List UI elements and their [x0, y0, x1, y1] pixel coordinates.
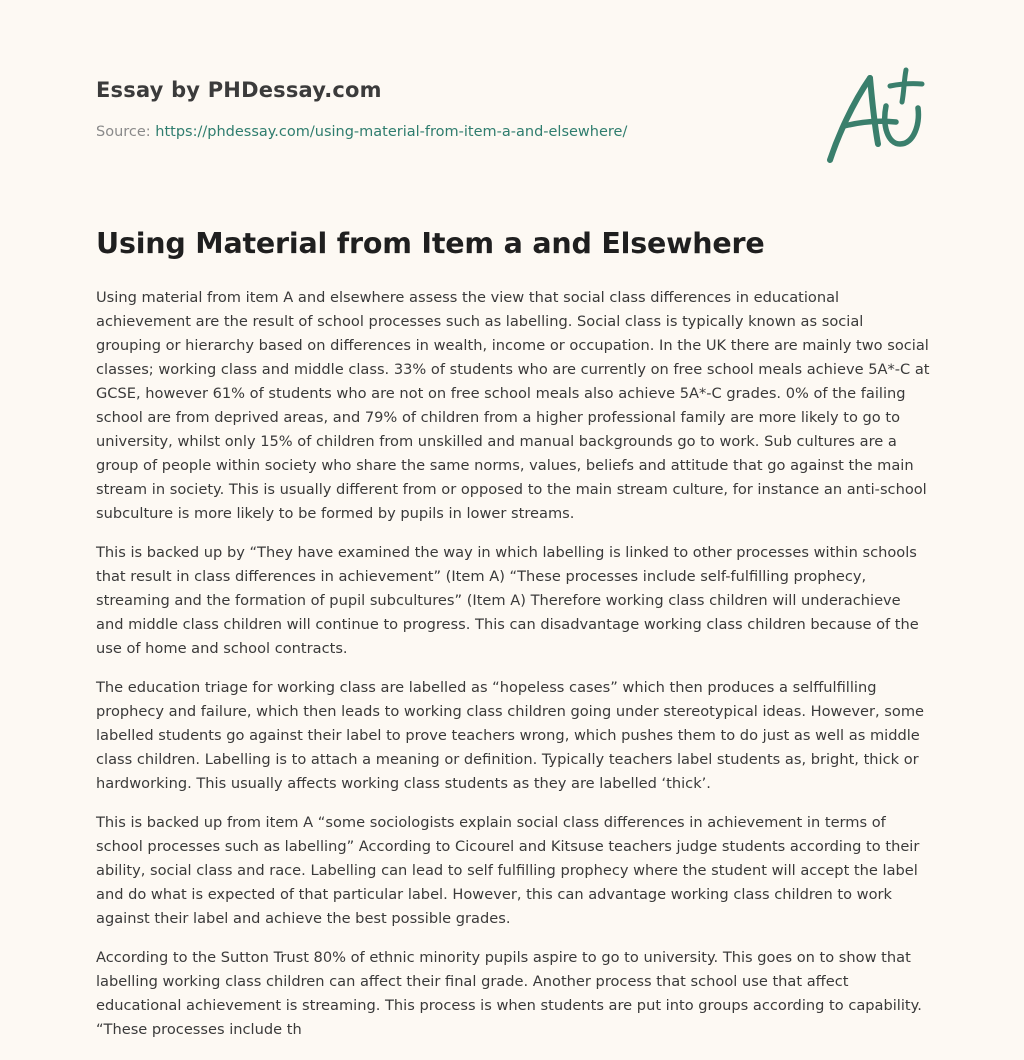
essay-header — [96, 74, 796, 142]
essay-paragraph: Using material from item A and elsewhere assess the view that social class differences in educational achievement are the result of school processes such as labelling. Social class is typically known as social grouping or hierarchy based on differences in wealth, income or occupation. In the UK there are mainly two social classes; working class and middle class. 33% of students who are currently on free school meals achieve 5A*-C at GCSE, however 61% of students who are not on free school meals also achieve 5A*-C grades. 0% of the failing school are from deprived areas, and 79% of children from a higher professional family are more likely to go to university, whilst only 15% of children from unskilled and manual backgrounds go to work. Sub cultures are a group of people within society who share the same norms, values, beliefs and attitude that go against the main stream in society. This is usually different from or opposed to the main stream culture, for instance an anti-school subculture is more likely to be formed by pupils in lower streams. — [96, 289, 930, 522]
essay-title: Using Material from Item a and Elsewhere — [96, 227, 765, 260]
source-line — [96, 122, 796, 142]
essay-paragraph: This is backed up by “They have examined the way in which labelling is linked to other processes within schools that result in class differences in achievement” (Item A) “These processes include self-fulfilling prophecy, streaming and the formation of pupil subcultures” (Item A) Therefore working class children will underachieve and middle class children will continue to progress. This can disadvantage working class children because of the use of home and school contracts. — [96, 544, 919, 657]
essay-paragraph: This is backed up from item A “some sociologists explain social class differences in achievement in terms of school processes such as labelling” According to Cicourel and Kitsuse teachers judge students according to their ability, social class and race. Labelling can lead to self fulfilling prophecy where the student will accept the label and do what is expected of that particular label. However, this can advantage working class children to work against their label and achieve the best possible grades. — [96, 814, 920, 927]
source-link[interactable]: https://phdessay.com/using-material-from-item-a-and-elsewhere/ — [155, 124, 628, 140]
a-plus-grade-icon — [822, 64, 932, 168]
essay-paragraph: According to the Sutton Trust 80% of ethnic minority pupils aspire to go to university. This goes on to show that labelling working class children can affect their final grade. Another process that school use that affect educational achievement is streaming. This process is when students are put into groups according to capability. “These processes include th — [96, 949, 922, 1038]
site-brand: Essay by PHDessay.com — [96, 78, 382, 102]
essay-body — [96, 286, 932, 1057]
source-label: Source: — [96, 124, 156, 140]
essay-paragraph: The education triage for working class are labelled as “hopeless cases” which then produces a selffulfilling prophecy and failure, which then leads to working class children going under stereotypical ideas. However, some labelled students go against their label to prove teachers wrong, which pushes them to do just as well as middle class children. Labelling is to attach a meaning or definition. Typically teachers label students as, bright, thick or hardworking. This usually affects working class students as they are labelled ‘thick’. — [96, 679, 925, 792]
